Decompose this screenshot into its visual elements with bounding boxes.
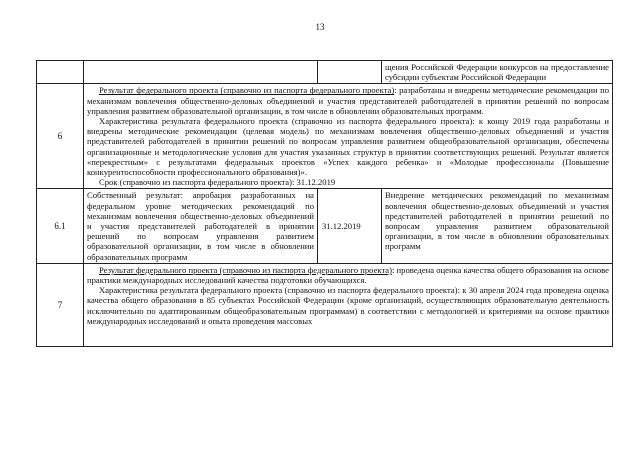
row61-result: Внедрение методических рекомендаций по механизмам вовлечения общественно-деловых объединений и участия представителей работодателей в принятии решений по вопросам управления развитием образовательной организации, в том числе в обновлении образовательных программ	[382, 189, 613, 263]
table-row-6-1	[37, 189, 613, 263]
table-row-top	[37, 61, 613, 84]
page-number: 13	[315, 22, 325, 32]
top-row-date-cell	[318, 61, 382, 84]
top-row-number-cell	[37, 61, 84, 84]
row6-result-text: : разработаны и внедрены методические рекомендации по механизмам вовлечения общественно-деловых объединений и участия представителей работодателей в принятии решений по вопросам управления развитием образовательной организации, в том числе в обновлении образовательных программ.	[87, 85, 610, 116]
row6-deadline-paragraph: Срок (справочно из паспорта федерального проекта): 31.12.2019	[99, 177, 336, 188]
table-row-6	[37, 84, 613, 189]
row6-number: 6	[37, 84, 84, 189]
row7-result-paragraph	[87, 265, 609, 285]
table-row-7	[37, 263, 613, 346]
top-row-description-cell	[84, 61, 318, 84]
top-row-result-cell	[382, 61, 613, 84]
row61-description: Собственный результат: апробация разработанных на федеральном уровне методических рекомендаций по механизмам вовлечения общественно-деловых объединений и участия представителей работодателей в принятии решений по вопросам управления развитием образовательной организации, в том числе в обновлении образовательных программ	[84, 189, 318, 263]
row61-number: 6.1	[37, 189, 84, 263]
row6-result-paragraph	[87, 85, 609, 116]
row6-result-prefix: Результат федерального проекта (справочно из паспорта федерального проекта)	[99, 85, 395, 96]
row7-result-text: : проведена оценка качества общего образования на основе практики международных исследований качества подготовки обучающихся.	[87, 264, 609, 286]
row6-content-cell	[84, 84, 613, 189]
row6-characteristic-paragraph: Характеристика результата федерального проекта (справочно из паспорта федерального проекта): к концу 2019 года разработаны и внедрены методические рекомендации (целевая модель) по механизмам вовлечения общественно-деловых объединений и участия представителей работодателей в принятии решений по вопросам управления развитием общеобразовательной организации, обеспечены организационные и методологические условия для участия указанных структур в принятии соответствующих решений. Результат является «перекрестным» с результатами федеральных проектов «Успех каждого ребенка» и «Молодые профессионалы (Повышение конкурентоспособности профессионального образования)».	[87, 116, 609, 178]
row7-result-prefix: Результат федерального проекта (справочно из паспорта федерального проекта)	[99, 264, 392, 275]
federal-project-table	[36, 60, 613, 347]
row7-characteristic-paragraph: Характеристика результата федерального проекта (справочно из паспорта федерального проекта): к 30 апреля 2024 года проведена оценка качества общего образования в 85 субъектах Российской Федерации (кроме организаций, осуществляющих образовательную деятельность исключительно по адаптированным общеобразовательным программам) в соответствии с методологией и критериями на основе практики международных исследований и опыта проведения массовых	[87, 285, 609, 326]
top-row-result-text: щения Российской Федерации конкурсов на предоставление субсидии субъектам Российской Федерации	[385, 62, 609, 83]
row61-date: 31.12.2019	[318, 189, 382, 263]
row7-number: 7	[37, 263, 84, 346]
row7-content-cell	[84, 263, 613, 346]
